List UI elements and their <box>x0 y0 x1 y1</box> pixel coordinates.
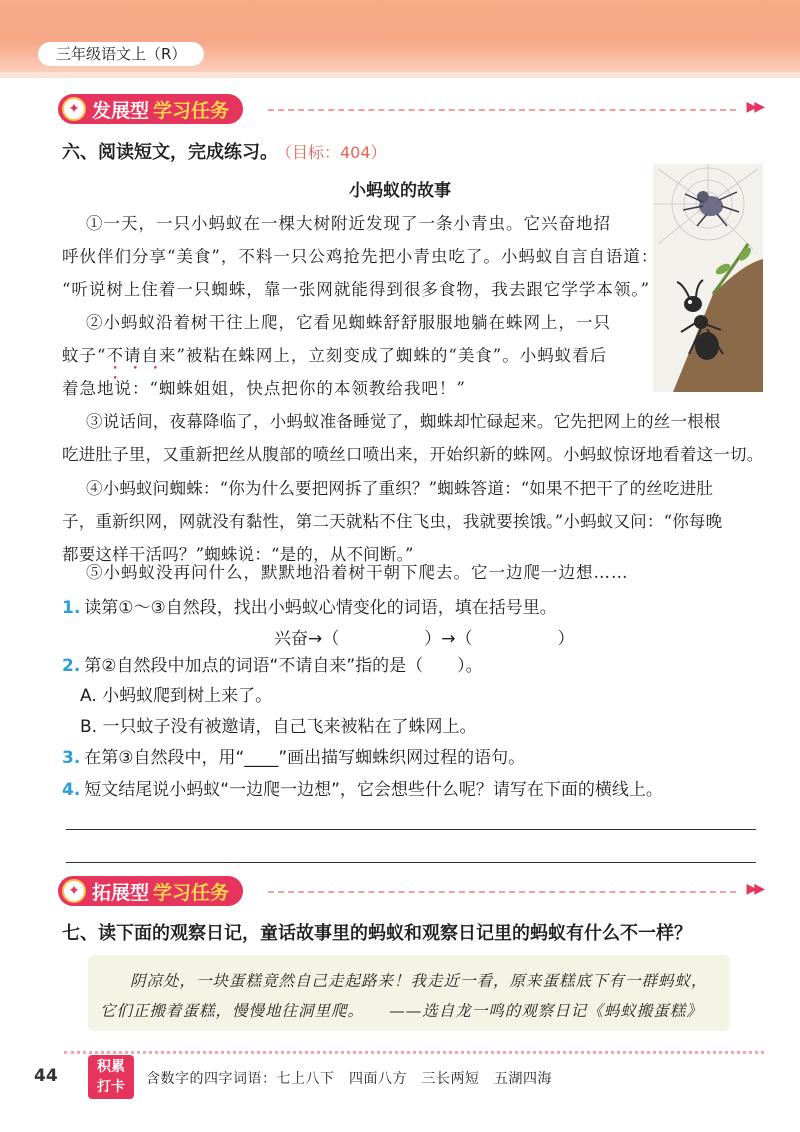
diary-line-2: 它们正搬着蛋糕，慢慢地往洞里爬。 ——选自龙一鸣的观察日记《蚂蚁搬蛋糕》 <box>100 1002 703 1020</box>
story-title: 小蚂蚁的故事 <box>349 181 451 201</box>
paragraph-5: ⑤小蚂蚁没再问什么，默默地沿着树干朝下爬去。它一边爬一边想…… <box>86 563 629 582</box>
footer-badge-line-1: 积累 <box>97 1059 125 1075</box>
paragraph-2-text-a: 蚊子“ <box>62 346 107 365</box>
paragraph-3-line-1: ③说话间，夜幕降临了，小蚂蚁准备睡觉了，蜘蛛却忙碌起来。它先把网上的丝一根根 <box>86 412 721 431</box>
question-3-text: 在第③自然段中，用“____”画出描写蜘蛛织网过程的语句。 <box>84 748 526 768</box>
footer-badge <box>88 1055 134 1099</box>
section-label-a: 发展型 <box>92 99 150 122</box>
paragraph-2-line-3: 着急地说：“蜘蛛姐姐，快点把你的本领教给我吧！” <box>62 379 466 398</box>
question-7-title: 七、读下面的观察日记，童话故事里的蚂蚁和观察日记里的蚂蚁有什么不一样？ <box>62 923 692 944</box>
top-band <box>0 0 800 78</box>
diary-line-1: 阴凉处，一块蛋糕竟然自己走起路来！我走近一看，原来蛋糕底下有一群蚂蚁， <box>130 972 708 990</box>
double-arrow-icon: ▶▶ <box>746 99 762 115</box>
section-label-a: 拓展型 <box>92 881 150 904</box>
paragraph-3-line-2: 吃进肚子里，又重新把丝从腹部的喷丝口喷出来，开始织新的蛛网。小蚂蚁惊讶地看着这一切。 <box>62 445 764 464</box>
question-2-number: 2. <box>62 656 81 676</box>
paragraph-1-line-3: “听说树上住着一只蜘蛛，靠一张网就能得到很多食物，我去跟它学学本领。” <box>62 280 651 299</box>
option-b[interactable]: B. 一只蚊子没有被邀请，自己飞来被粘在了蛛网上。 <box>80 717 477 737</box>
top-band-stripe <box>0 72 800 78</box>
question-1-blanks[interactable]: 兴奋→（ ）→（ ） <box>274 629 575 649</box>
question-4-text: 短文结尾说小蚂蚁“一边爬一边想”，它会想些什么呢？请写在下面的横线上。 <box>84 780 663 800</box>
divider <box>268 891 736 893</box>
page-number: 44 <box>34 1066 58 1086</box>
section-badge <box>58 876 243 906</box>
grade-label: 三年级语文上（R） <box>38 42 204 66</box>
footer-divider <box>64 1051 764 1054</box>
double-arrow-icon: ▶▶ <box>746 881 762 897</box>
question-4 <box>62 777 663 803</box>
paragraph-2-line-1: ②小蚂蚁沿着树干往上爬，它看见蜘蛛舒舒服服地躺在蛛网上，一只 <box>86 313 611 332</box>
question-4-number: 4. <box>62 780 81 800</box>
answer-line-1[interactable] <box>66 829 756 830</box>
section-badge <box>58 94 243 124</box>
paragraph-4-line-1: ④小蚂蚁问蜘蛛：“你为什么要把网拆了重织？”蜘蛛答道：“如果不把干了的丝吃进肚 <box>86 479 714 498</box>
footer-badge-line-2: 打卡 <box>97 1079 125 1095</box>
question-3 <box>62 745 525 771</box>
answer-line-2[interactable] <box>66 862 756 863</box>
spider-ant-illustration <box>653 164 763 392</box>
question-1 <box>62 595 557 621</box>
question-1-text: 读第①～③自然段，找出小蚂蚁心情变化的词语，填在括号里。 <box>84 598 557 618</box>
paragraph-1-line-2: 呼伙伴们分享“美食”，不料一只公鸡抢先把小青虫吃了。小蚂蚁自言自语道： <box>62 247 659 266</box>
question-6-text: 六、阅读短文，完成练习。 <box>62 142 278 163</box>
paragraph-4-line-2: 子，重新织网，网就没有黏性，第二天就粘不住飞虫，我就要挨饿。”小蚂蚁又问：“你每晚 <box>62 512 723 531</box>
footer-text: 含数字的四字词语：七上八下 四面八方 三长两短 五湖四海 <box>146 1071 552 1087</box>
section-header-develop <box>58 94 762 126</box>
paragraph-4-line-3: 都要这样干活吗？”蜘蛛说：“是的，从不间断。” <box>62 545 414 564</box>
lightbulb-icon: ✦ <box>62 97 86 121</box>
paragraph-2-line-2 <box>62 339 607 372</box>
divider <box>268 109 736 111</box>
section-label-b: 学习任务 <box>153 881 230 904</box>
question-6-title <box>62 138 387 164</box>
paragraph-1-line-1: ①一天，一只小蚂蚁在一棵大树附近发现了一条小青虫。它兴奋地招 <box>86 214 611 233</box>
section-header-extend <box>58 876 762 908</box>
question-2-text: 第②自然段中加点的词语“不请自来”指的是（ ）。 <box>84 656 483 676</box>
diary-text <box>100 966 720 1026</box>
question-3-number: 3. <box>62 748 81 768</box>
lightbulb-icon: ✦ <box>62 879 86 903</box>
section-label-b: 学习任务 <box>153 99 230 122</box>
question-1-number: 1. <box>62 598 81 618</box>
option-a[interactable]: A. 小蚂蚁爬到树上来了。 <box>80 686 273 706</box>
paragraph-2-text-b: ”被粘在蛛网上，立刻变成了蜘蛛的“美食”。小蚂蚁看后 <box>176 346 608 365</box>
target-code: （目标：404） <box>284 143 387 162</box>
question-2 <box>62 653 483 679</box>
dotted-phrase: 不请自来 • • • • <box>106 346 176 365</box>
